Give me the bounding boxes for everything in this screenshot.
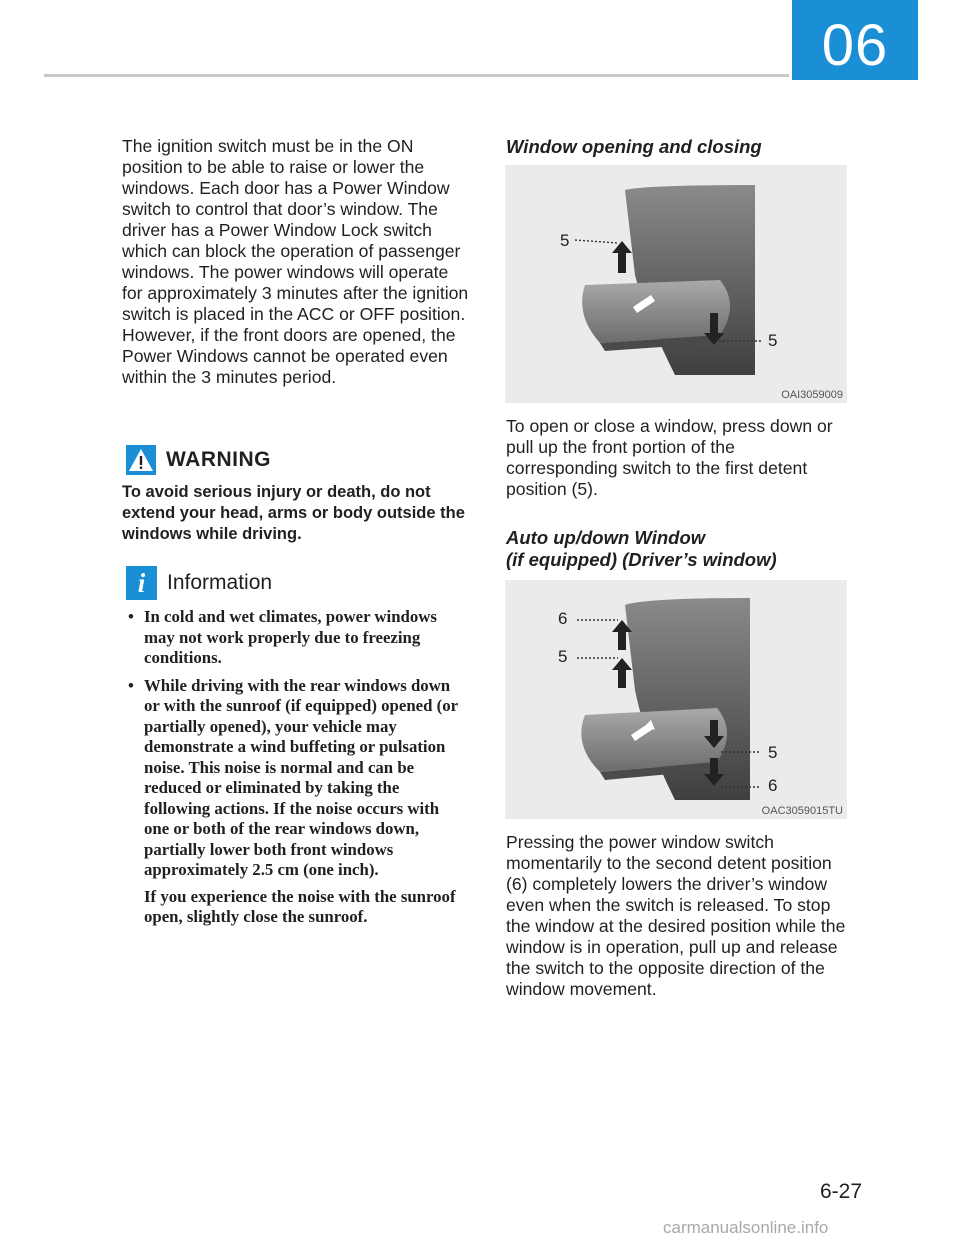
list-item-text: While driving with the rear windows down or with the sunroof (if equipped) opened (or partially opened), your vehicle may demonstrate a wind buffeting or pulsation noise. This noise is normal and can be reduced or eliminated by taking the following actions. If the noise occurs with one or both of the rear windows down, partially lower both front windows approximately 2.5 cm (one inch). xyxy=(144,675,458,879)
warning-header xyxy=(126,444,271,476)
callout-label: 5 xyxy=(768,331,778,350)
watermark: carmanualsonline.info xyxy=(663,1218,829,1237)
callout-label: 5 xyxy=(768,743,778,762)
window-switch-illustration xyxy=(505,165,847,403)
callout-label: 5 xyxy=(558,647,568,666)
section-heading-auto-up-down xyxy=(506,527,777,571)
information-list xyxy=(128,607,468,935)
callout-label: 5 xyxy=(560,231,570,250)
figure-auto-window-switch xyxy=(505,580,847,819)
auto-window-switch-illustration xyxy=(505,580,847,819)
section2-paragraph: Pressing the power window switch momentarily to the second detent position (6) completely lowers the driver’s window even when the switch is released. To stop the window at the desired position while the window is in operation, pull up and release the switch to the opposite direction of the window movement. xyxy=(506,832,846,999)
list-item-extra: If you experience the noise with the sunroof open, slightly close the sunroof. xyxy=(144,886,456,926)
warning-triangle-icon xyxy=(126,445,156,475)
list-item xyxy=(128,607,468,669)
list-item-text: In cold and wet climates, power windows may not work properly due to freezing conditions. xyxy=(144,607,437,667)
intro-paragraph: The ignition switch must be in the ON position to be able to raise or lower the windows. Each door has a Power Window switch to control that door’s window. The driver has a Power Window Lock switch which can block the operation of passenger windows. The power windows will operate for approximately 3 minutes after the ignition switch is placed in the ACC or OFF position. However, if the front doors are opened, the Power Windows cannot be operated even within the 3 minutes period. xyxy=(122,136,469,387)
figure-code: OAC3059015TU xyxy=(761,805,843,817)
figure-code: OAI3059009 xyxy=(781,389,843,401)
warning-text: To avoid serious injury or death, do not extend your head, arms or body outside the windows while driving. xyxy=(122,483,465,543)
section-heading-window-open-close: Window opening and closing xyxy=(506,136,762,157)
header-rule xyxy=(44,74,789,77)
list-item xyxy=(128,676,468,928)
heading-line: (if equipped) (Driver’s window) xyxy=(506,549,777,570)
information-header xyxy=(126,566,272,600)
warning-title: WARNING xyxy=(166,448,271,471)
section1-paragraph: To open or close a window, press down or pull up the front portion of the corresponding switch to the first detent position (5). xyxy=(506,416,833,499)
information-title: Information xyxy=(167,571,273,594)
callout-label: 6 xyxy=(768,776,778,795)
figure-window-switch xyxy=(505,165,847,403)
page-number: 6-27 xyxy=(820,1180,863,1203)
chapter-tab: 06 xyxy=(792,0,918,80)
heading-line: Auto up/down Window xyxy=(506,527,706,548)
callout-label: 6 xyxy=(558,609,568,628)
information-icon: i xyxy=(126,566,157,600)
